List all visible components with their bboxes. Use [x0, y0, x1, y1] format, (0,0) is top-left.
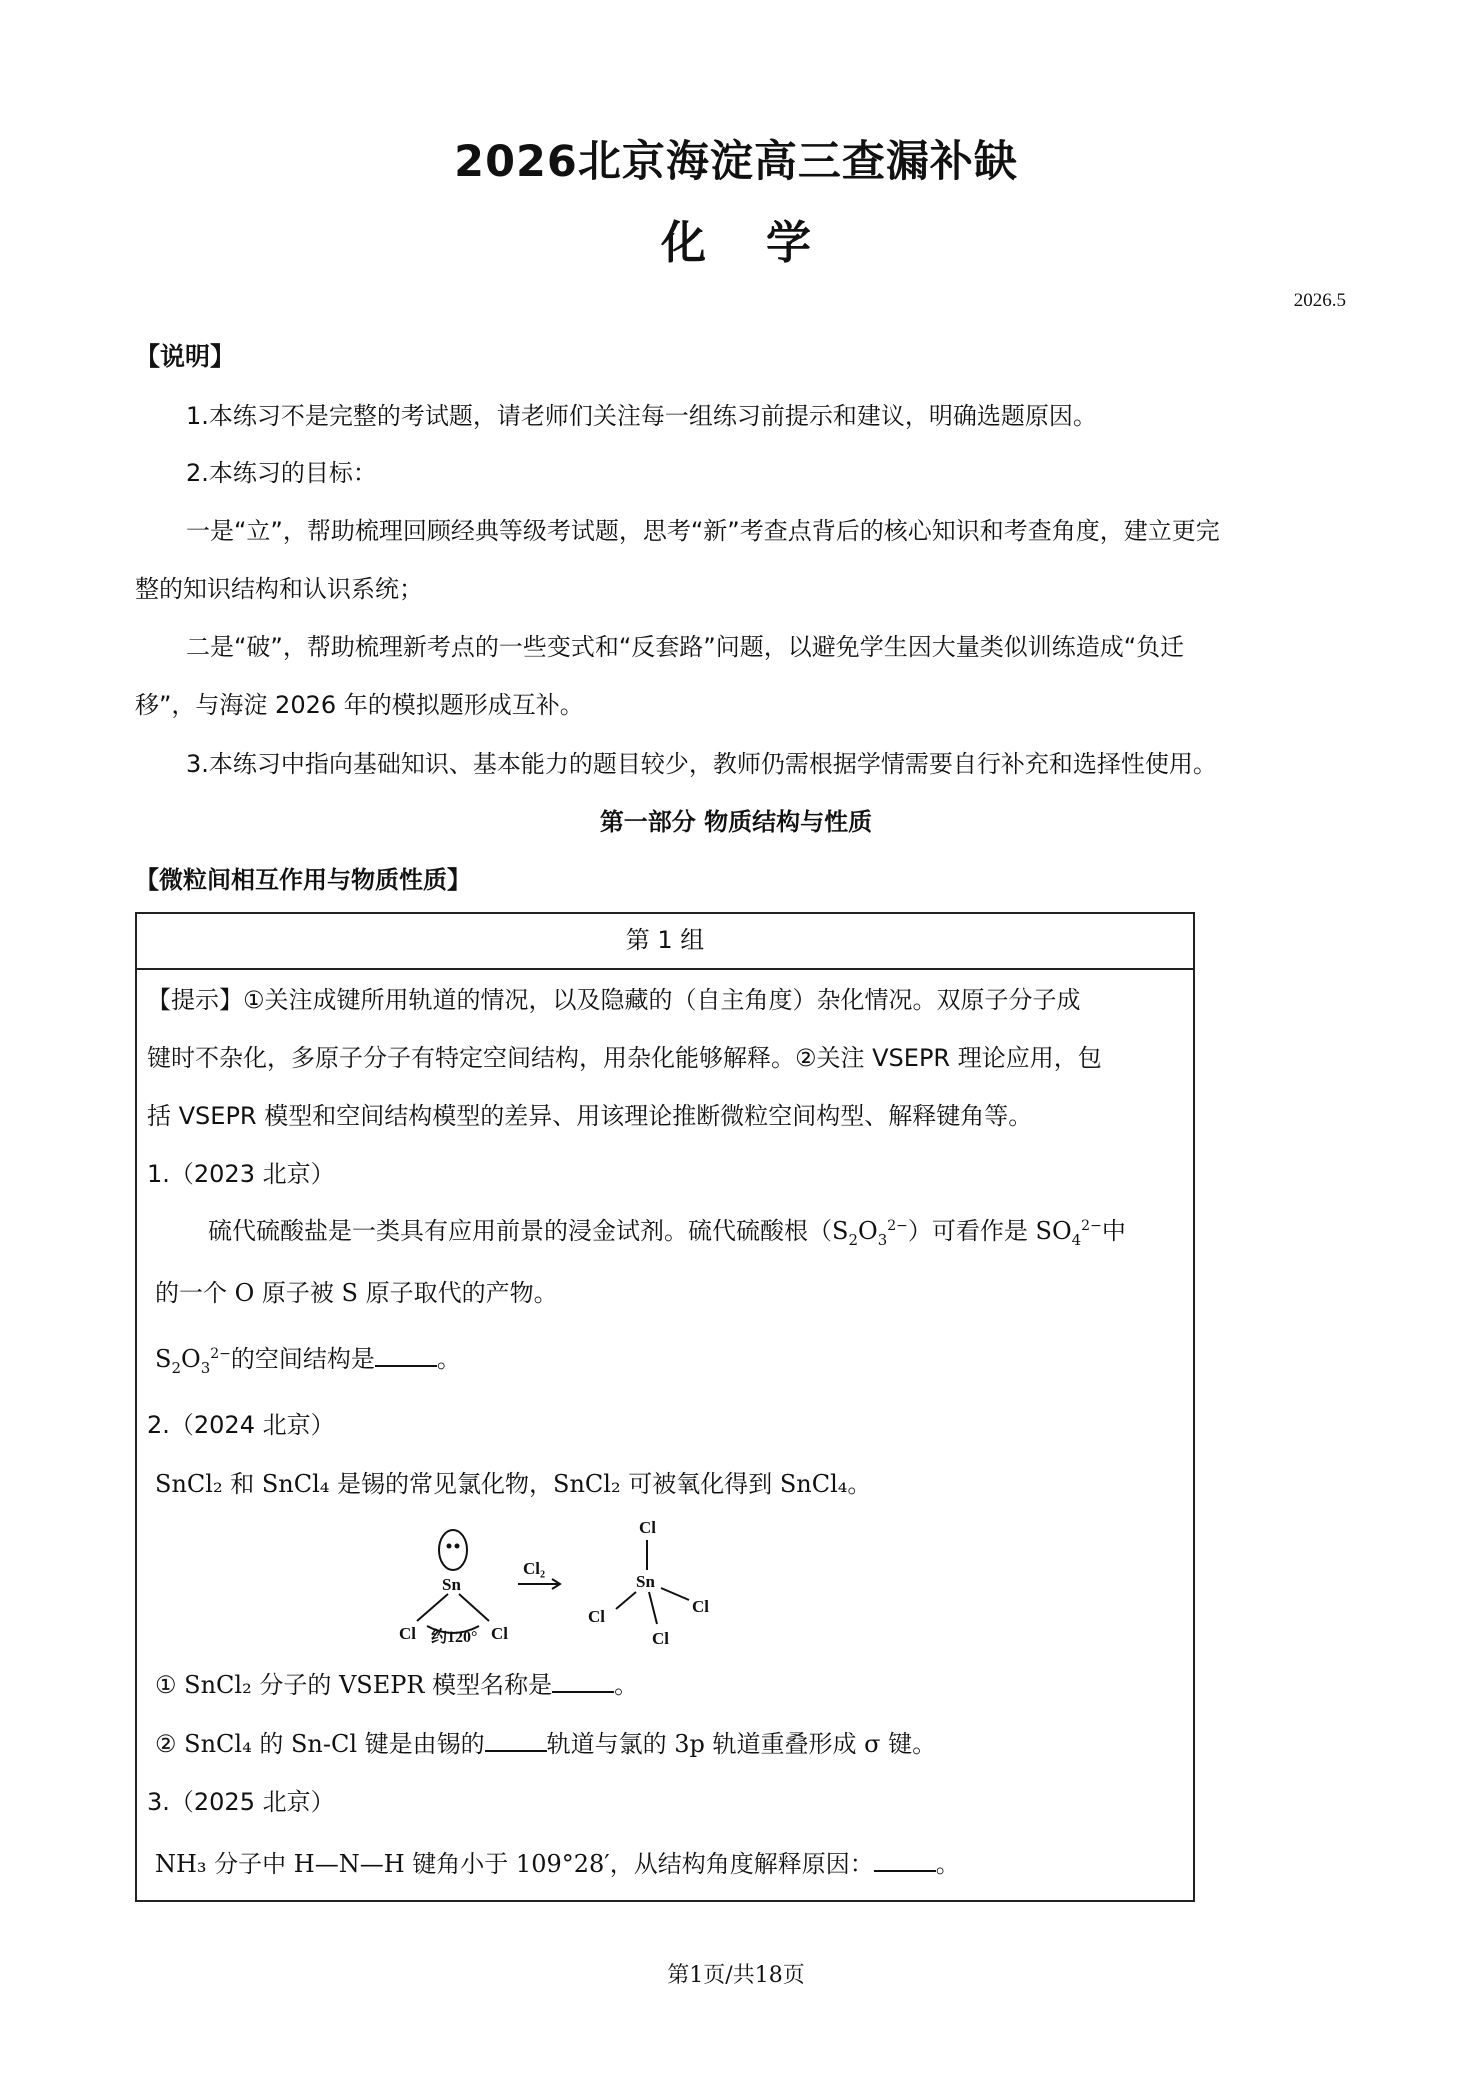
- hint-line-1: 【提示】①关注成键所用轨道的情况，以及隐藏的（自主角度）杂化情况。双原子分子成: [147, 986, 1081, 1014]
- lone-pair-orbital-shape: [439, 1530, 467, 1570]
- bond-line: [616, 1592, 636, 1609]
- sncl2-to-sncl4-diagram: [395, 1508, 745, 1656]
- question-3-label: 3.（2025 北京）: [147, 1788, 335, 1816]
- cl-label: Cl: [639, 1518, 656, 1537]
- lone-pair-dot: [447, 1544, 452, 1549]
- intro-paragraph-3-line-1: 一是“立”，帮助梳理回顾经典等级考试题，思考“新”考查点背后的核心知识和考查角度，建立更完: [186, 517, 1220, 545]
- group-1-header-divider: [135, 968, 1195, 970]
- intro-heading: 【说明】: [135, 342, 236, 371]
- hint-line-3: 括 VSEPR 模型和空间结构模型的差异、用该理论推断微粒空间构型、解释键角等。: [147, 1102, 1033, 1130]
- document-date: 2026.5: [1293, 290, 1346, 311]
- sn-label: Sn: [442, 1575, 461, 1594]
- answer-blank[interactable]: [375, 1345, 437, 1367]
- hint-line-2: 键时不杂化，多原子分子有特定空间结构，用杂化能够解释。②关注 VSEPR 理论应用，包: [147, 1044, 1102, 1072]
- cl-label: Cl: [491, 1624, 508, 1643]
- question-2-stem: SnCl₂ 和 SnCl₄ 是锡的常见氯化物，SnCl₂ 可被氧化得到 SnCl₄。: [155, 1470, 872, 1498]
- group-1-header: 第 1 组: [625, 926, 705, 954]
- question-2-label: 2.（2024 北京）: [147, 1411, 335, 1439]
- bond-line: [459, 1594, 489, 1621]
- page-number: 第1页/共18页: [667, 1963, 805, 1988]
- document-title: 2026北京海淀高三查漏补缺: [454, 137, 1018, 187]
- cl-label: Cl: [652, 1629, 669, 1648]
- question-1-ask: $S_2O_3^{2-}$的空间结构是 。: [155, 1345, 461, 1377]
- lone-pair-dot: [455, 1544, 460, 1549]
- question-2-part-b: ② SnCl₄ 的 Sn-Cl 键是由锡的 轨道与氯的 3p 轨道重叠形成 σ 键。: [155, 1730, 937, 1758]
- intro-paragraph-1: 1.本练习不是完整的考试题，请老师们关注每一组练习前提示和建议，明确选题原因。: [186, 402, 1097, 430]
- question-2-part-a: ① SnCl₂ 分子的 VSEPR 模型名称是 。: [155, 1671, 639, 1699]
- intro-paragraph-3-line-2: 整的知识结构和认识系统；: [135, 575, 423, 603]
- answer-blank[interactable]: [485, 1730, 547, 1752]
- question-1-stem-line-2: 的一个 O 原子被 S 原子取代的产物。: [155, 1279, 558, 1307]
- bond-line: [661, 1588, 689, 1600]
- intro-paragraph-4-line-2: 移”，与海淀 2026 年的模拟题形成互补。: [135, 691, 584, 719]
- cl-label: Cl: [588, 1607, 605, 1626]
- cl-label: Cl: [399, 1624, 416, 1643]
- answer-blank[interactable]: [552, 1671, 614, 1693]
- part-title: 第一部分 物质结构与性质: [599, 808, 873, 836]
- bond-line: [417, 1594, 448, 1621]
- intro-paragraph-2: 2.本练习的目标：: [186, 459, 377, 487]
- intro-paragraph-5: 3.本练习中指向基础知识、基本能力的题目较少，教师仍需根据学情需要自行补充和选择性使用。: [186, 750, 1217, 778]
- section-heading: 【微粒间相互作用与物质性质】: [135, 866, 471, 894]
- intro-paragraph-4-line-1: 二是“破”，帮助梳理新考点的一些变式和“反套路”问题，以避免学生因大量类似训练造成“负迁: [186, 633, 1185, 661]
- question-3-stem: NH₃ 分子中 H—N—H 键角小于 109°28′，从结构角度解释原因： 。: [155, 1850, 960, 1878]
- subject-title: 化学: [660, 216, 871, 269]
- question-1-stem-line-1: 硫代硫酸盐是一类具有应用前景的浸金试剂。硫代硫酸根$(S_2O_3^{2-})$可看作是 $SO_4^{2-}$中: [208, 1217, 1126, 1249]
- cl-label: Cl: [692, 1597, 709, 1616]
- sn-label: Sn: [636, 1572, 655, 1591]
- question-1-label: 1.（2023 北京）: [147, 1160, 335, 1188]
- reagent-label: Cl₂: [523, 1559, 546, 1578]
- answer-blank[interactable]: [874, 1850, 936, 1872]
- bond-line: [649, 1592, 657, 1624]
- angle-label: 约120°: [431, 1629, 478, 1646]
